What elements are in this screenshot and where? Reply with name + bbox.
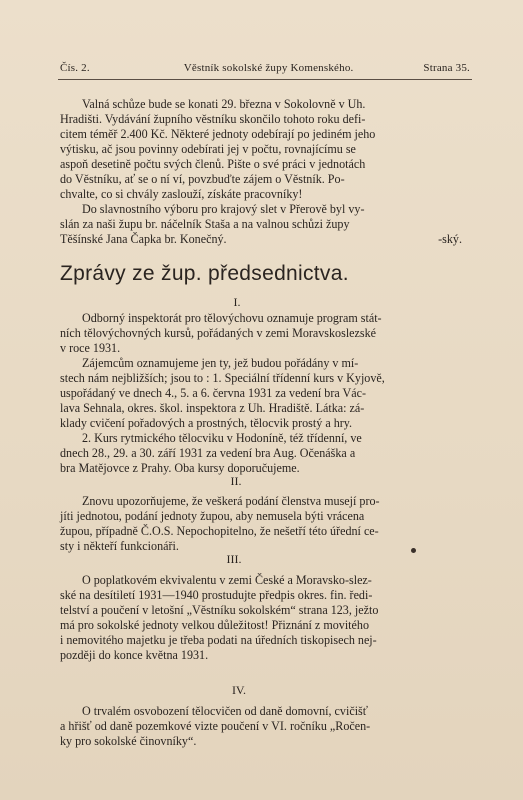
text-line: Zájemcům oznamujeme jen ty, jež budou pořádány v mí- <box>82 356 359 370</box>
header-rule <box>58 79 472 80</box>
text-line: později do konce května 1931. <box>60 648 209 662</box>
text-line: Odborný inspektorát pro tělovýchovu oznamuje program stát- <box>82 311 382 325</box>
text-line: lava Sehnala, okres. škol. inspektora z Uh. Hradiště. Látka: zá- <box>60 401 365 415</box>
text-line: v roce 1931. <box>60 341 121 355</box>
section-3 <box>60 573 462 663</box>
text-line: výtisku, ač jsou povinny odebírati jej v počtu, rovnajícímu se <box>60 142 356 156</box>
text-line <box>60 232 462 247</box>
text-line: dnech 28., 29. a 30. září 1931 za vedení bra Aug. Očenáška a <box>60 446 356 460</box>
section-numeral: IV. <box>231 683 247 697</box>
section-1 <box>60 311 462 476</box>
section-numeral: III. <box>226 552 242 566</box>
text-line: Valná schůze bude se konati 29. března v Sokolovně v Uh. <box>82 97 366 111</box>
text-line: má pro sokolské jednoty velkou důležitost! Přiznání z movitého <box>60 618 370 632</box>
text-line: uspořádaný ve dnech 4., 5. a 6. června 1931 za vedení bra Vác- <box>60 386 367 400</box>
text-line: ky pro sokolské činovníky“. <box>60 734 197 748</box>
section-numeral: I. <box>233 295 241 309</box>
page-number: Strana 35. <box>423 62 470 74</box>
issue-number: Čís. 2. <box>60 62 90 74</box>
text-line: ské na desítiletí 1931—1940 prostudujte předpis okres. fin. ředi- <box>60 588 373 602</box>
text-line: chvalte, co si chvály zaslouží, získáte pracovníky! <box>60 187 303 201</box>
text-line: telství a poučení v letošní „Věstníku sokolském“ strana 123, ježto <box>60 603 379 617</box>
text-line: citem téměř 2.400 Kč. Některé jednoty odebírají po jediném jeho <box>60 127 376 141</box>
text-line: jíti jednotou, podání jednoty župou, aby nemusela býti vrácena <box>60 509 365 523</box>
text-line: Znovu upozorňujeme, že veškerá podání členstva musejí pro- <box>82 494 380 508</box>
text-line: 2. Kurs rytmického tělocviku v Hodoníně, též třídenní, ve <box>82 431 362 445</box>
text-line-content: Těšínské Jana Čapka br. Konečný. <box>60 232 227 246</box>
section-2 <box>60 494 462 554</box>
page-header <box>60 62 470 74</box>
text-line: Hradišti. Vydávání župního věstníku skončilo tohoto roku defi- <box>60 112 366 126</box>
running-title: Věstník sokolské župy Komenského. <box>183 62 354 74</box>
ink-spot <box>411 548 416 553</box>
intro-block <box>60 97 462 247</box>
text-line: a hřišť od daně pozemkové vizte poučení v VI. ročníku „Ročen- <box>60 719 371 733</box>
text-line: do Věstníku, ať se o ní ví, povzbuďte zájem o Věstník. Po- <box>60 172 345 186</box>
text-line: ních tělovýchovných kursů, pořádaných v zemi Moravskoslezské <box>60 326 377 340</box>
text-line: Do slavnostního výboru pro krajový slet v Přerově byl vy- <box>82 202 365 216</box>
section-numeral: II. <box>230 474 242 488</box>
signature: -ský. <box>438 232 462 246</box>
section-title: Zprávy ze žup. předsednictva. <box>60 262 349 285</box>
text-line: sty i někteří funkcionáři. <box>60 539 179 553</box>
text-line: klady cvičení pořadových a prostných, tělocvik prostý a hry. <box>60 416 353 430</box>
text-line: stech nám nejbližších; jsou to : 1. Speciální třídenní kurs v Kyjově, <box>60 371 385 385</box>
section-4 <box>60 704 462 749</box>
text-line: bra Matějovce z Prahy. Oba kursy doporučujeme. <box>60 461 300 475</box>
text-line: aspoň desetině počtu svých členů. Pište o své práci v jednotách <box>60 157 366 171</box>
text-line: O poplatkovém ekvivalentu v zemi České a Moravsko-slez- <box>82 573 372 587</box>
text-line: slán za naši župu br. náčelník Staša a na valnou schůzi župy <box>60 217 350 231</box>
text-line: i nemovitého majetku je třeba podati na úředních tiskopisech nej- <box>60 633 377 647</box>
text-line: župou, případně Č.O.S. Nepochopitelno, že nešetří této úřední ce- <box>60 524 379 538</box>
text-line: O trvalém osvobození tělocvičen od daně domovní, cvičišť <box>82 704 368 718</box>
